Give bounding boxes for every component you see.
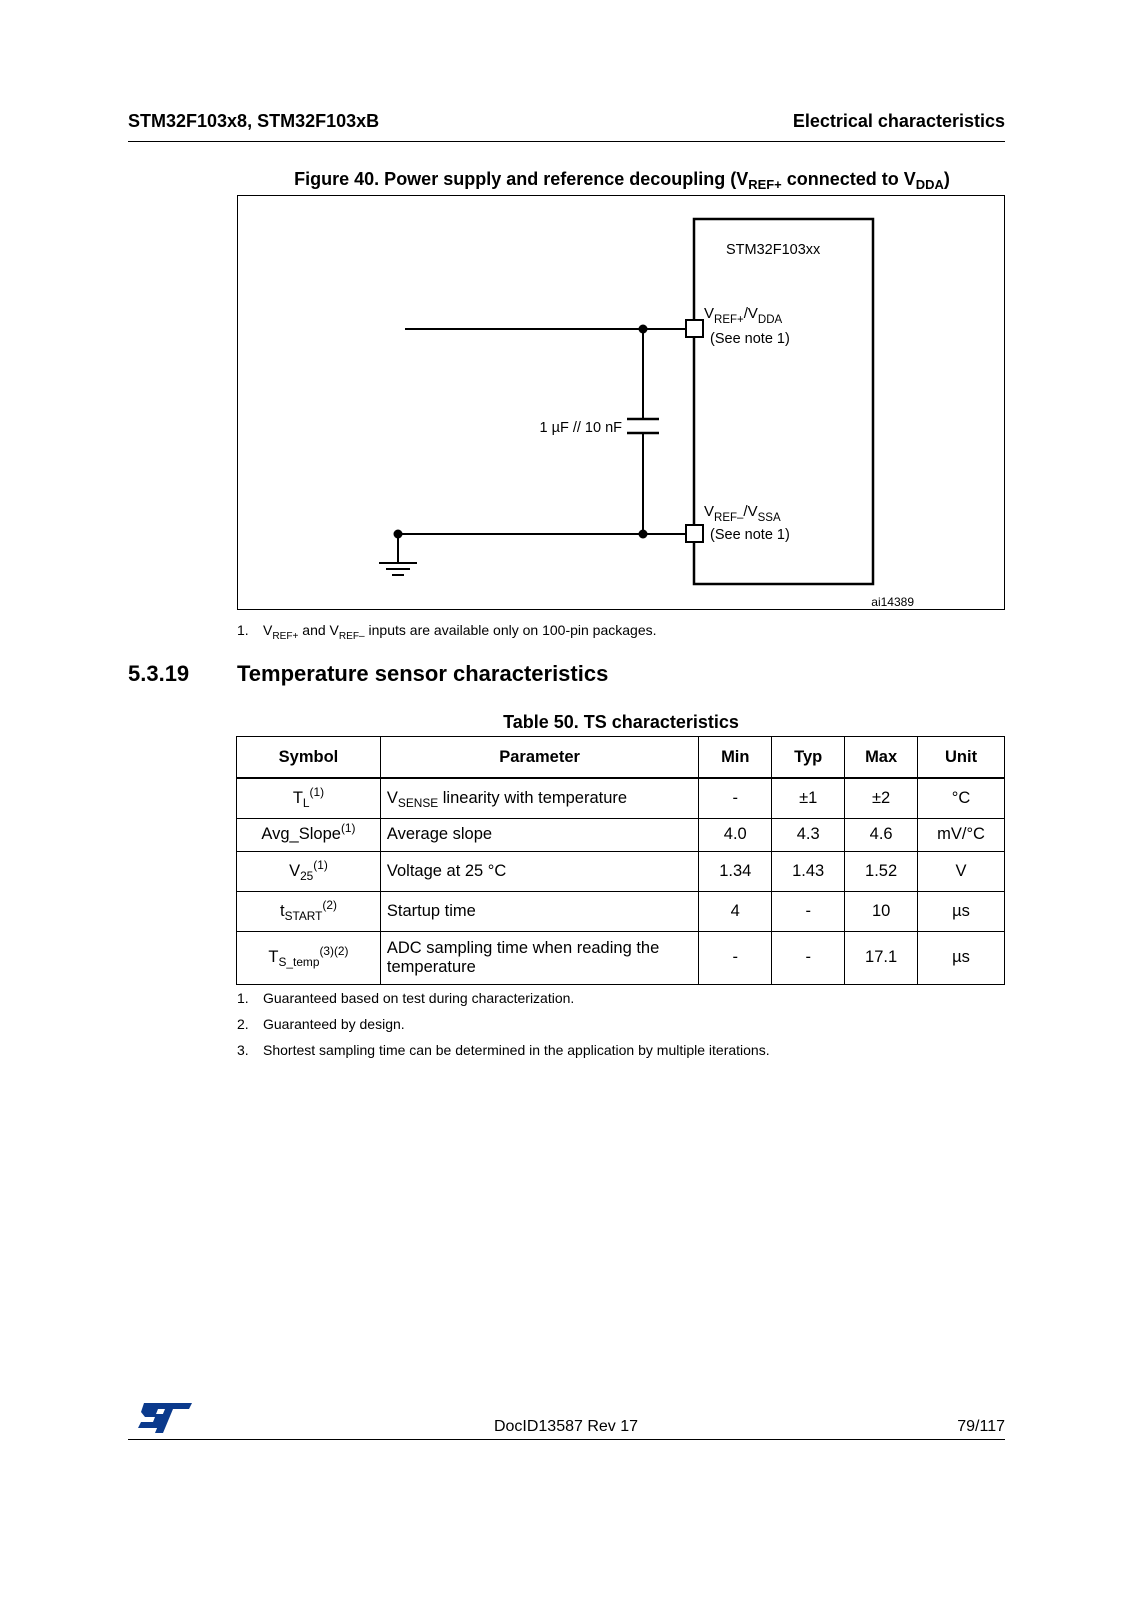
pin-top-label: $V_{REF+}/V_{DDA}$ — [704, 305, 783, 326]
col-header-max: Max — [845, 737, 918, 779]
table-header-row — [237, 737, 1005, 779]
cell-max: ±2 — [845, 778, 918, 818]
cell-parameter: ADC sampling time when reading the temperature — [380, 931, 698, 984]
header-section-title: Electrical characteristics — [792, 111, 1005, 131]
table-note: 3. Shortest sampling time can be determined in the application by multiple iterations. — [237, 1042, 770, 1058]
figure-note: 1. $V_{REF+}$ and $V_{REF-}$ inputs are available only on 100-pin packages. — [237, 622, 657, 642]
table-row — [237, 851, 1005, 891]
junction-dot-top — [639, 325, 648, 334]
ts-characteristics-table — [236, 736, 1005, 985]
cell-unit: µs — [918, 891, 1005, 931]
table-note: 2. Guaranteed by design. — [237, 1016, 405, 1032]
pin-bottom-note: (See note 1) — [710, 527, 790, 543]
cell-min: 4 — [699, 891, 772, 931]
footer-rule — [128, 1439, 1005, 1440]
cell-unit: mV/°C — [918, 818, 1005, 851]
table-row — [237, 931, 1005, 984]
col-header-min: Min — [699, 737, 772, 779]
cell-unit: µs — [918, 931, 1005, 984]
cell-typ: ±1 — [772, 778, 845, 818]
cell-min: 4.0 — [699, 818, 772, 851]
table-row — [237, 891, 1005, 931]
decoupling-schematic — [0, 0, 1132, 640]
figure-id: ai14389 — [871, 595, 914, 609]
header-doc-title: STM32F103x8, STM32F103xB — [128, 111, 380, 131]
col-header-unit: Unit — [918, 737, 1005, 779]
section-number: 5.3.19 — [128, 661, 190, 686]
cell-parameter: Voltage at 25 °C — [380, 851, 698, 891]
pin-bottom-label: $V_{REF-}/V_{SSA}$ — [704, 503, 781, 524]
cell-typ: - — [772, 931, 845, 984]
cell-symbol: $V_{25}^{(1)}$ — [237, 851, 381, 891]
cell-min: 1.34 — [699, 851, 772, 891]
table-row — [237, 778, 1005, 818]
cell-unit: V — [918, 851, 1005, 891]
pin-vref-minus — [686, 525, 703, 542]
page-number: 79/117 — [957, 1418, 1005, 1435]
cell-max: 17.1 — [845, 931, 918, 984]
table-row — [237, 818, 1005, 851]
chip-label: STM32F103xx — [726, 242, 821, 258]
col-header-parameter: Parameter — [380, 737, 698, 779]
cell-symbol: $T_{S\_temp}^{(3)(2)}$ — [237, 931, 381, 984]
cell-symbol: $t_{START}^{(2)}$ — [237, 891, 381, 931]
cell-max: 1.52 — [845, 851, 918, 891]
cell-parameter: Startup time — [380, 891, 698, 931]
pin-top-note: (See note 1) — [710, 331, 790, 347]
cell-symbol: $T_L^{(1)}$ — [237, 778, 381, 818]
junction-dot-bottom — [639, 530, 648, 539]
capacitor-label: 1 µF // 10 nF — [539, 420, 622, 436]
cell-min: - — [699, 778, 772, 818]
table-note: 1. Guaranteed based on test during characterization. — [237, 990, 575, 1006]
cell-unit: °C — [918, 778, 1005, 818]
col-header-typ: Typ — [772, 737, 845, 779]
footer-doc-id: DocID13587 Rev 17 — [493, 1418, 639, 1435]
cell-parameter: Average slope — [380, 818, 698, 851]
cell-typ: - — [772, 891, 845, 931]
table-title: Table 50. TS characteristics — [503, 712, 739, 732]
figure-title: Figure 40. Power supply and reference decoupling ($V_{REF+}$ connected to $V_{DDA}$) — [294, 169, 950, 192]
col-header-symbol: Symbol — [237, 737, 381, 779]
cell-typ: 4.3 — [772, 818, 845, 851]
cell-max: 4.6 — [845, 818, 918, 851]
cell-parameter: $V_{SENSE}$ linearity with temperature — [380, 778, 698, 818]
cell-min: - — [699, 931, 772, 984]
cell-symbol: Avg_Slope$^{(1)}$ — [237, 818, 381, 851]
cell-typ: 1.43 — [772, 851, 845, 891]
section-title: Temperature sensor characteristics — [237, 661, 609, 686]
cell-max: 10 — [845, 891, 918, 931]
pin-vref-plus — [686, 320, 703, 337]
